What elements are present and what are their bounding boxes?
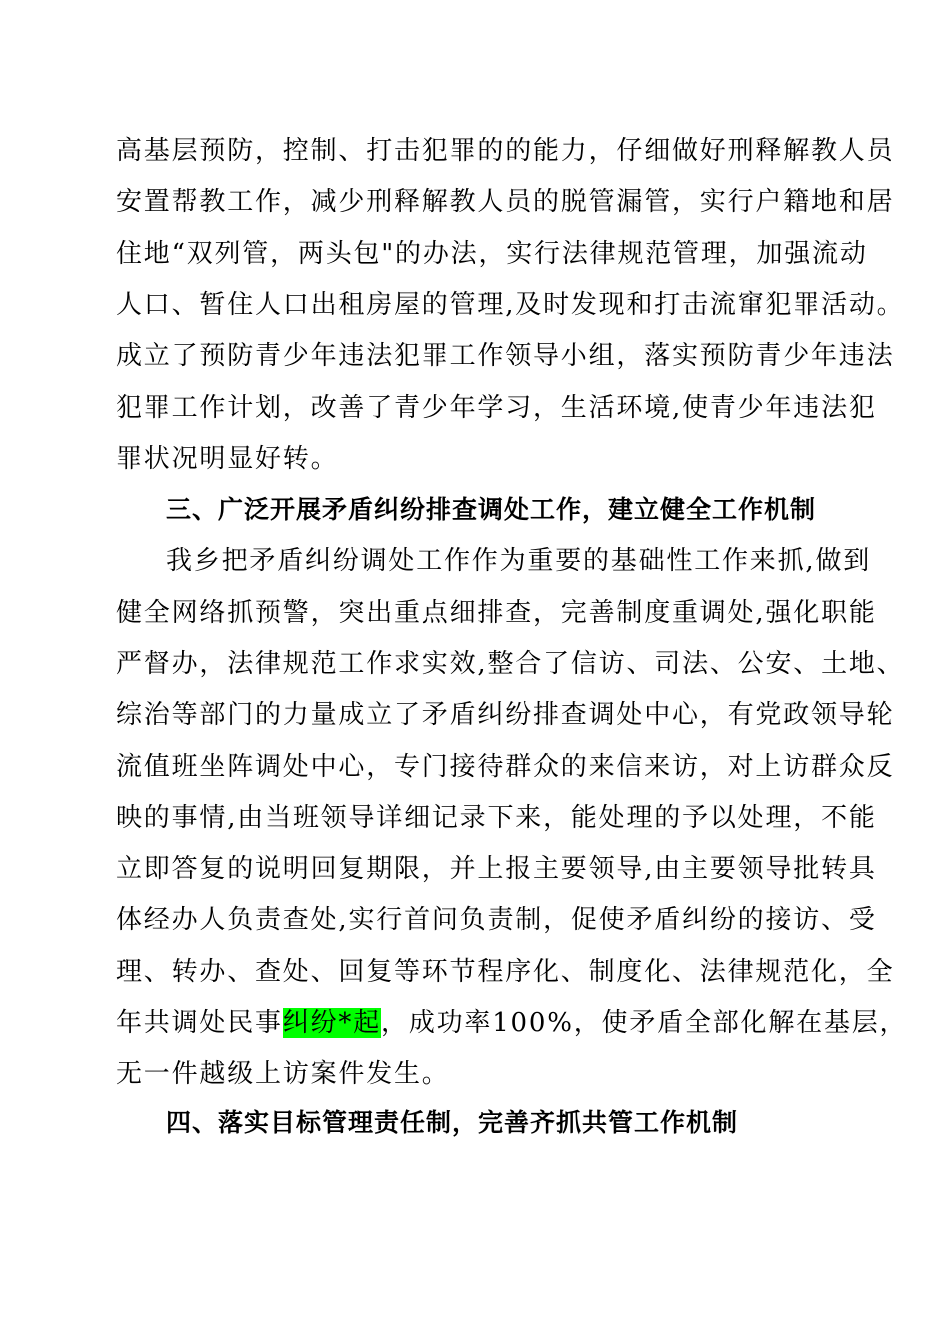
paragraph-line: 罪状况明显好转。 xyxy=(116,444,339,474)
text-segment: 年共调处民事 xyxy=(116,1008,283,1038)
section-heading-3: 三、广泛开展矛盾纠纷排查调处工作，建立健全工作机制 xyxy=(166,495,817,524)
paragraph-line: 高基层预防，控制、打击犯罪的的能力，仔细做好刑释解教人员 xyxy=(116,136,895,166)
paragraph-line: 综治等部门的力量成立了矛盾纠纷排查调处中心，有党政领导轮 xyxy=(116,700,895,730)
paragraph-line: 映的事情,由当班领导详细记录下来，能处理的予以处理，不能 xyxy=(116,803,877,833)
paragraph-line-with-highlight xyxy=(116,1003,908,1043)
paragraph-line: 成立了预防青少年违法犯罪工作领导小组，落实预防青少年违法 xyxy=(116,341,895,371)
paragraph-line: 健全网络抓预警，突出重点细排查，完善制度重调处,强化职能 xyxy=(116,598,877,628)
paragraph-line: 理、转办、查处、回复等环节程序化、制度化、法律规范化，全 xyxy=(116,957,895,987)
paragraph-line: 安置帮教工作，减少刑释解教人员的脱管漏管，实行户籍地和居 xyxy=(116,187,895,217)
section-heading-4: 四、落实目标管理责任制，完善齐抓共管工作机制 xyxy=(166,1108,739,1137)
text-segment: ，成功率100%，使矛盾全部化解在基层， xyxy=(381,1008,908,1038)
paragraph-line: 人口、暂住人口出租房屋的管理,及时发现和打击流窜犯罪活动。 xyxy=(116,290,905,320)
paragraph-line: 体经办人负责查处,实行首问负责制，促使矛盾纠纷的接访、受 xyxy=(116,905,877,935)
paragraph-line: 住地“双列管，两头包"的办法，实行法律规范管理，加强流动 xyxy=(116,239,868,269)
paragraph-line: 流值班坐阵调处中心，专门接待群众的来信来访，对上访群众反 xyxy=(116,752,895,782)
paragraph-line: 犯罪工作计划，改善了青少年学习，生活环境,使青少年违法犯 xyxy=(116,393,877,423)
paragraph-line: 严督办，法律规范工作求实效,整合了信访、司法、公安、土地、 xyxy=(116,649,905,679)
paragraph-line: 我乡把矛盾纠纷调处工作作为重要的基础性工作来抓,做到 xyxy=(166,546,872,576)
highlighted-text: 纠纷*起 xyxy=(282,1008,382,1038)
paragraph-line: 立即答复的说明回复期限，并上报主要领导,由主要领导批转具 xyxy=(116,854,877,884)
paragraph-line: 无一件越级上访案件发生。 xyxy=(116,1059,450,1089)
